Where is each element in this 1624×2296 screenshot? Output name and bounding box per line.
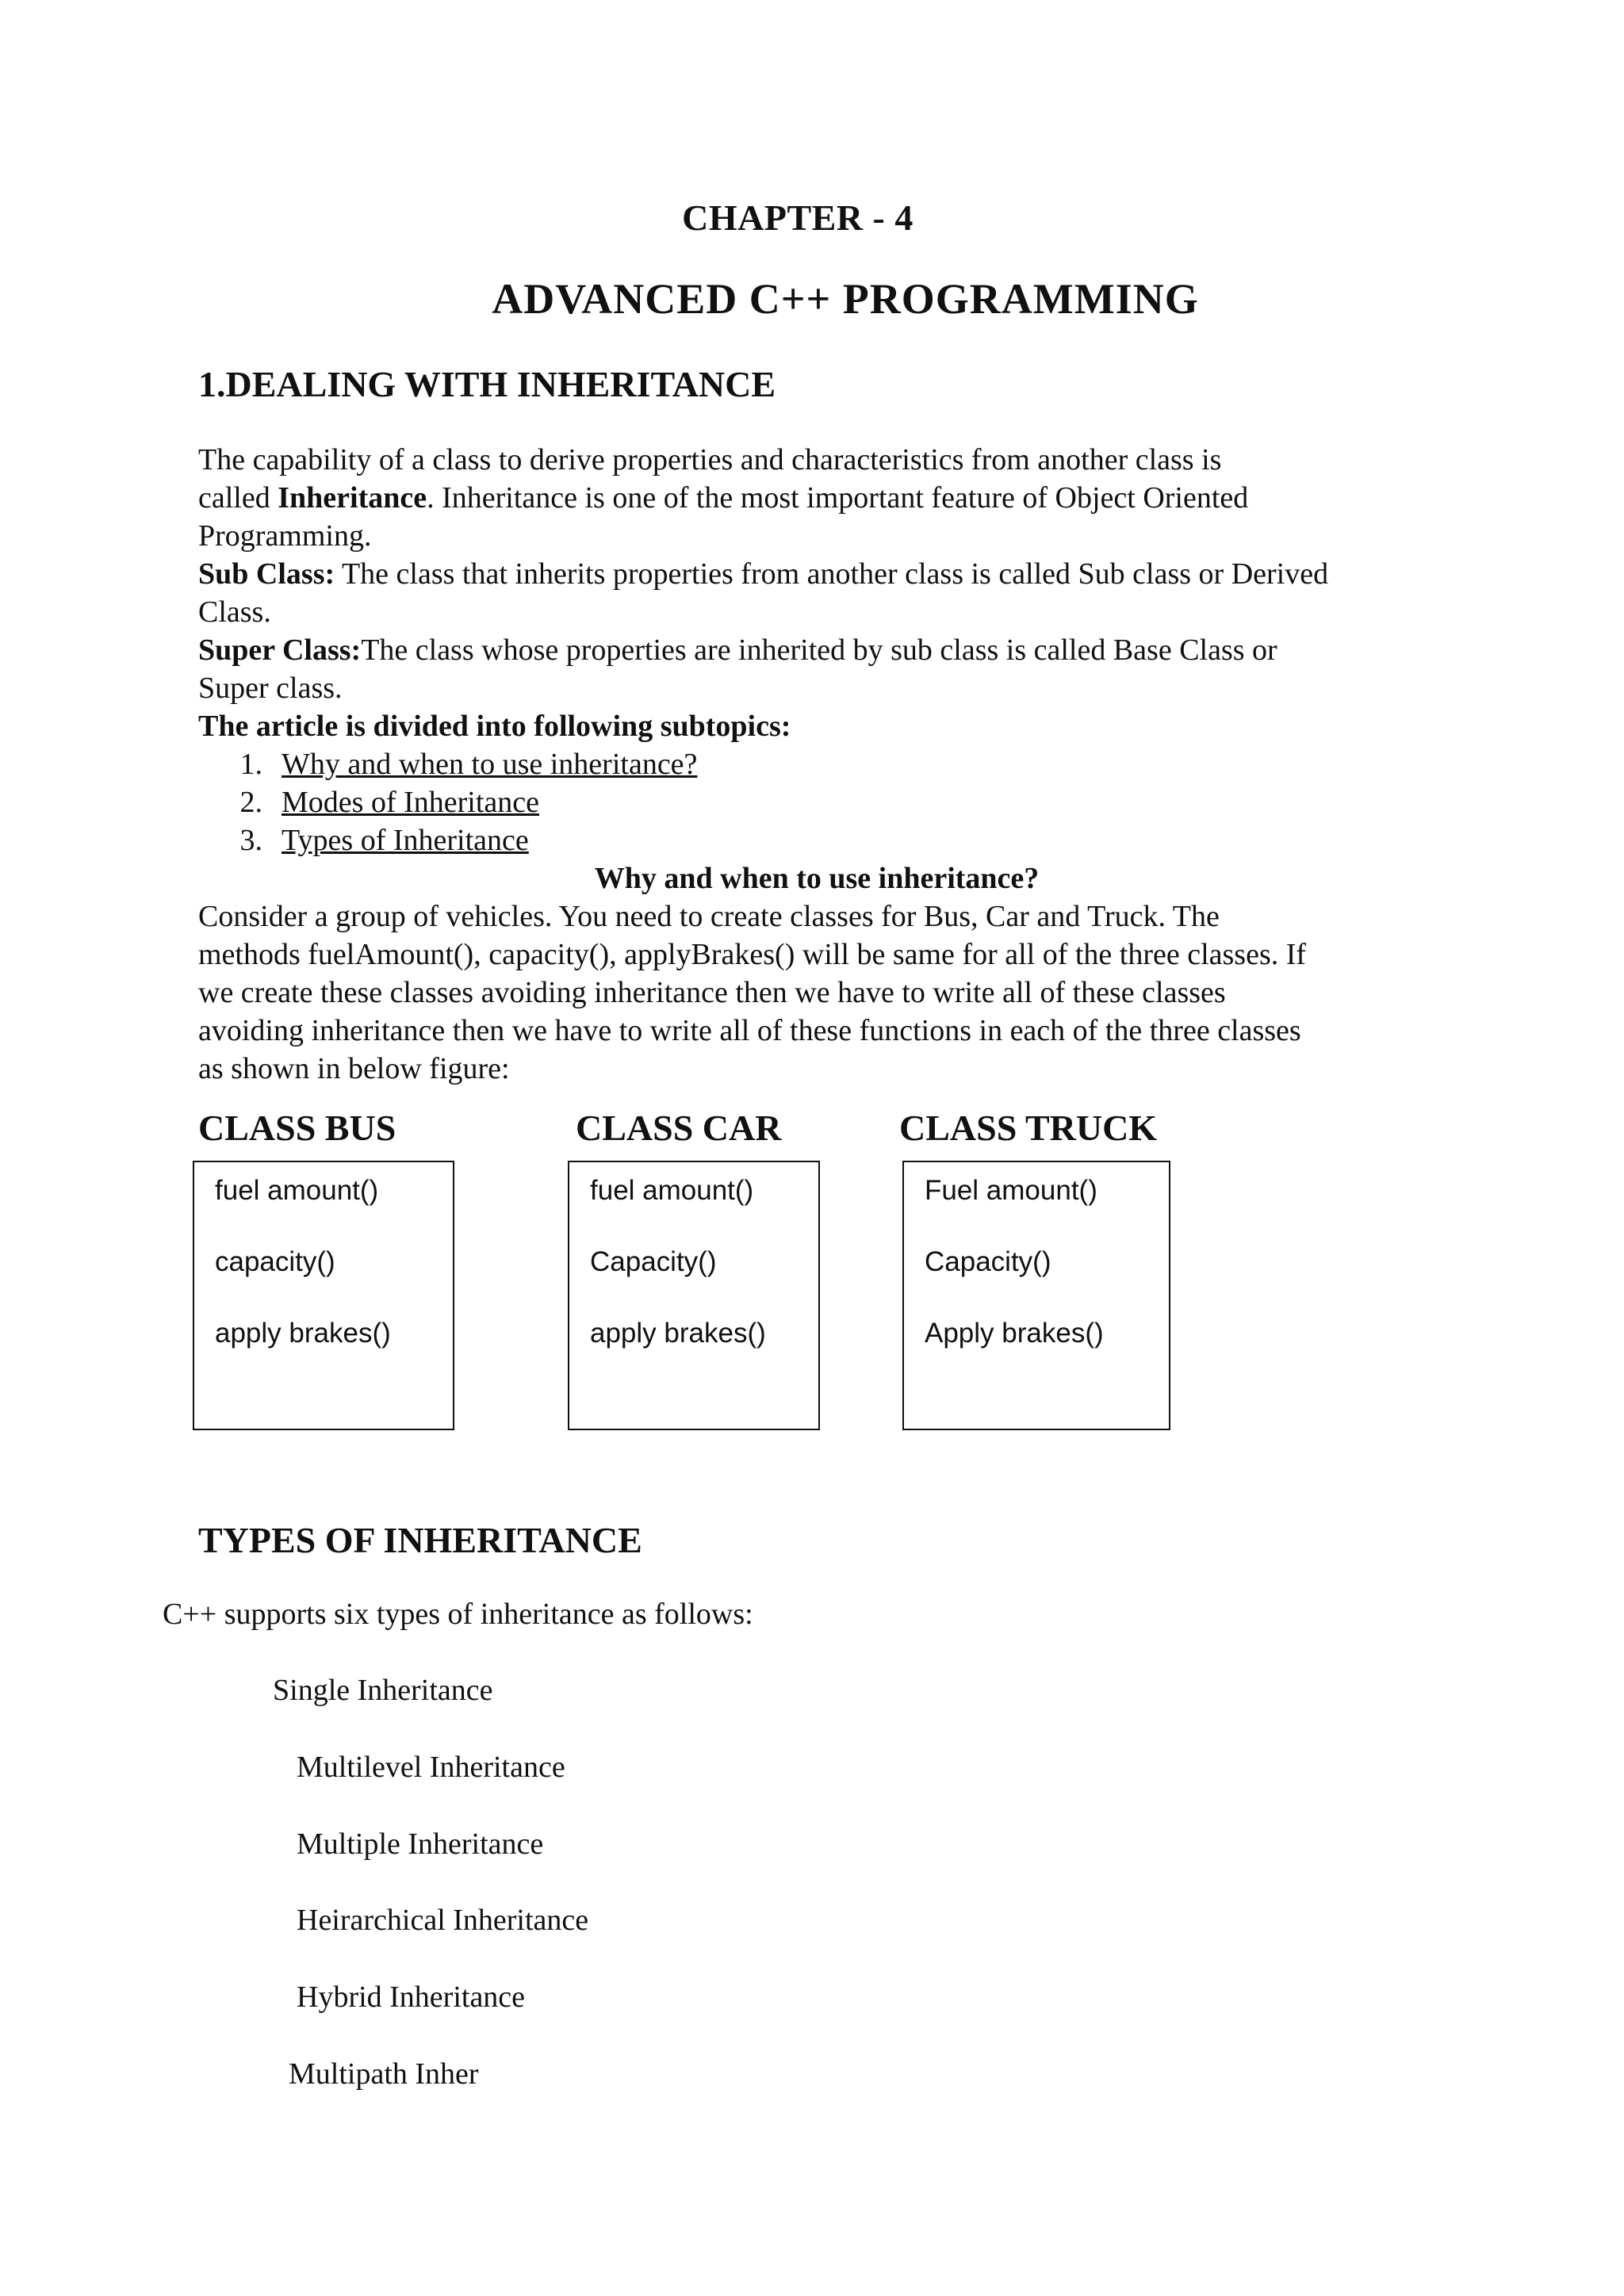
intro-line: The capability of a class to derive properties and characteristics from another class is xyxy=(198,443,1222,476)
subclass-label: Sub Class: xyxy=(198,557,335,591)
section-heading-inheritance: 1.DEALING WITH INHERITANCE xyxy=(198,364,776,404)
subtopics-heading: The article is divided into following subtopics: xyxy=(198,710,791,743)
superclass-definition-cont: Super class. xyxy=(198,672,343,705)
class-truck-box xyxy=(902,1161,1170,1430)
method-label: fuel amount() xyxy=(215,1175,379,1206)
page-title: ADVANCED C++ PROGRAMMING xyxy=(492,275,1199,323)
why-text-line: avoiding inheritance then we have to write all of these functions in each of the three classes xyxy=(198,1014,1301,1047)
subtopic-number: 3. xyxy=(239,824,262,857)
inheritance-term: Inheritance xyxy=(278,481,427,515)
section-heading-types: TYPES OF INHERITANCE xyxy=(198,1520,642,1560)
why-text-line: as shown in below figure: xyxy=(198,1052,510,1085)
type-item: Single Inheritance xyxy=(273,1674,493,1707)
class-truck-title: CLASS TRUCK xyxy=(899,1108,1158,1148)
class-bus-box xyxy=(193,1161,454,1430)
type-item: Hybrid Inheritance xyxy=(297,1980,526,2014)
why-text-line: methods fuelAmount(), capacity(), applyBrakes() will be same for all of the three classes. If xyxy=(198,938,1307,971)
superclass-definition: Super Class:The class whose properties are inherited by sub class is called Base Class or xyxy=(198,633,1277,667)
class-bus-title: CLASS BUS xyxy=(198,1108,396,1148)
why-heading: Why and when to use inheritance? xyxy=(594,862,1040,895)
type-item: Multiple Inheritance xyxy=(297,1827,544,1861)
method-label: Fuel amount() xyxy=(925,1175,1097,1206)
types-intro: C++ supports six types of inheritance as follows: xyxy=(163,1598,753,1631)
subclass-definition-cont: Class. xyxy=(198,595,271,629)
method-label: fuel amount() xyxy=(590,1175,754,1206)
subclass-definition: Sub Class: The class that inherits properties from another class is called Sub class or Derived xyxy=(198,557,1329,591)
class-car-title: CLASS CAR xyxy=(576,1108,782,1148)
subtopic-item[interactable] xyxy=(198,821,1435,859)
method-label: Capacity() xyxy=(590,1246,717,1277)
class-car-box xyxy=(568,1161,820,1430)
chapter-label: CHAPTER - 4 xyxy=(682,197,914,238)
subtopic-item[interactable] xyxy=(198,783,1435,821)
method-label: Apply brakes() xyxy=(925,1318,1104,1349)
type-item: Multipath Inher xyxy=(289,2057,479,2091)
method-label: apply brakes() xyxy=(590,1318,766,1349)
type-item: Multilevel Inheritance xyxy=(297,1751,565,1784)
subtopic-link[interactable]: Modes of Inheritance xyxy=(282,786,539,819)
why-text-line: Consider a group of vehicles. You need to create classes for Bus, Car and Truck. The xyxy=(198,900,1220,933)
method-label: capacity() xyxy=(215,1246,335,1277)
method-label: Capacity() xyxy=(925,1246,1051,1277)
subtopic-link[interactable]: Types of Inheritance xyxy=(282,824,529,857)
subtopic-number: 1. xyxy=(239,748,262,781)
subtopic-link[interactable]: Why and when to use inheritance? xyxy=(282,748,698,781)
intro-line: called Inheritance. Inheritance is one of the most important feature of Object Oriented xyxy=(198,481,1249,515)
subtopic-item[interactable] xyxy=(198,745,1435,783)
type-item: Heirarchical Inheritance xyxy=(297,1904,589,1937)
section1-body xyxy=(198,441,1435,1088)
why-text-line: we create these classes avoiding inheritance then we have to write all of these classes xyxy=(198,976,1226,1009)
method-label: apply brakes() xyxy=(215,1318,391,1349)
intro-line: Programming. xyxy=(198,519,372,553)
superclass-label: Super Class: xyxy=(198,633,362,667)
subtopic-number: 2. xyxy=(239,786,262,819)
